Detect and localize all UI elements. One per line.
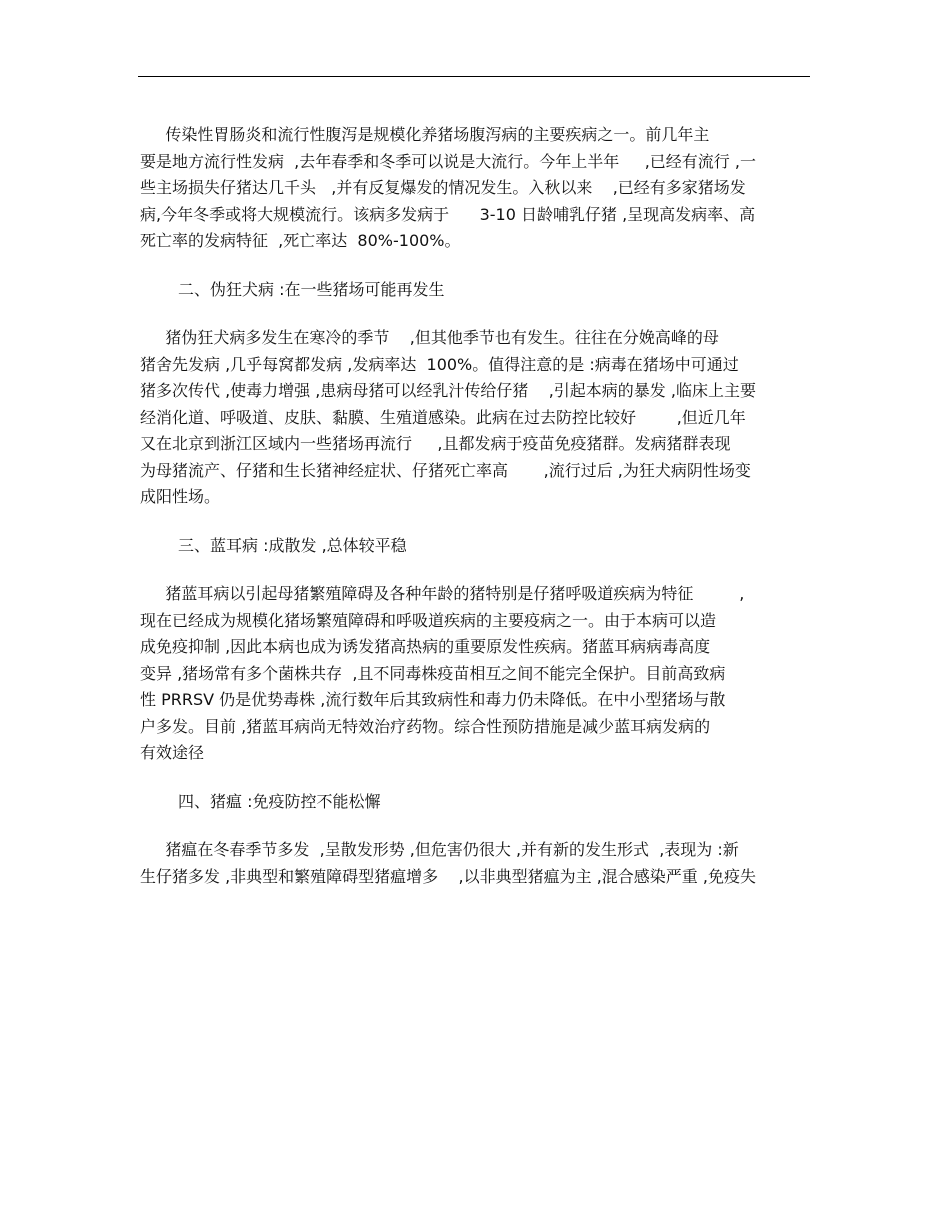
- section-heading: 四、猪瘟 :免疫防控不能松懈: [178, 791, 381, 811]
- paragraph-line: 猪蓝耳病以引起母猪繁殖障碍及各种年龄的猪特别是仔猪呼吸道疾病为特征 ,: [140, 584, 745, 603]
- paragraph-line: 猪多次传代 ,使毒力增强 ,患病母猪可以经乳汁传给仔猪 ,引起本病的暴发 ,临床上主要: [140, 381, 756, 400]
- header-rule: [138, 76, 810, 77]
- paragraph-line: 死亡率的发病特征 ,死亡率达 80%-100%。: [140, 231, 461, 250]
- paragraph-line: 成阳性场。: [140, 487, 221, 506]
- paragraph-line: 有效途径: [140, 743, 205, 762]
- paragraph-line: 成免疫抑制 ,因此本病也成为诱发猪高热病的重要原发性疾病。猪蓝耳病病毒高度: [140, 637, 711, 656]
- paragraph-line: 猪舍先发病 ,几乎每窝都发病 ,发病率达 100%。值得注意的是 :病毒在猪场中可通过: [140, 354, 739, 374]
- paragraph-line: 为母猪流产、仔猪和生长猪神经症状、仔猪死亡率高 ,流行过后 ,为狂犬病阴性场变: [140, 460, 751, 480]
- body-paragraph: [140, 122, 812, 255]
- body-paragraph: [140, 581, 812, 767]
- paragraph-line: 变异 ,猪场常有多个菌株共存 ,且不同毒株疫苗相互之间不能完全保护。目前高致病: [140, 663, 726, 683]
- paragraph-line: 现在已经成为规模化猪场繁殖障碍和呼吸道疾病的主要疫病之一。由于本病可以造: [140, 610, 717, 630]
- paragraph-line: 病,今年冬季或将大规模流行。该病多发病于 3-10 日龄哺乳仔猪 ,呈现高发病率、高: [140, 204, 756, 224]
- paragraph-line: 猪伪狂犬病多发生在寒冷的季节 ,但其他季节也有发生。往往在分娩高峰的母: [140, 328, 719, 347]
- paragraph-line: 性 PRRSV 仍是优势毒株 ,流行数年后其致病性和毒力仍未降低。在中小型猪场与散: [140, 690, 726, 709]
- paragraph-line: 又在北京到浙江区域内一些猪场再流行 ,且都发病于疫苗免疫猪群。发病猪群表现: [140, 434, 731, 453]
- document-body: [140, 122, 812, 912]
- paragraph-line: 户多发。目前 ,猪蓝耳病尚无特效治疗药物。综合性预防措施是减少蓝耳病发病的: [140, 716, 711, 736]
- paragraph-line: 要是地方流行性发病 ,去年春季和冬季可以说是大流行。今年上半年 ,已经有流行 ,一: [140, 151, 756, 171]
- section-heading: 三、蓝耳病 :成散发 ,总体较平稳: [178, 535, 407, 555]
- section-heading: 二、伪狂犬病 :在一些猪场可能再发生: [178, 279, 445, 299]
- body-paragraph: [140, 837, 812, 890]
- paragraph-line: 猪瘟在冬春季节多发 ,呈散发形势 ,但危害仍很大 ,并有新的发生形式 ,表现为 :新: [140, 840, 739, 859]
- paragraph-line: 传染性胃肠炎和流行性腹泻是规模化养猪场腹泻病的主要疾病之一。前几年主: [140, 125, 710, 144]
- paragraph-line: 经消化道、呼吸道、皮肤、黏膜、生殖道感染。此病在过去防控比较好 ,但近几年: [140, 407, 746, 427]
- paragraph-line: 些主场损失仔猪达几千头 ,并有反复爆发的情况发生。入秋以来 ,已经有多家猪场发: [140, 178, 746, 197]
- paragraph-line: 生仔猪多发 ,非典型和繁殖障碍型猪瘟增多 ,以非典型猪瘟为主 ,混合感染严重 ,免疫失: [140, 866, 756, 886]
- body-paragraph: [140, 325, 812, 511]
